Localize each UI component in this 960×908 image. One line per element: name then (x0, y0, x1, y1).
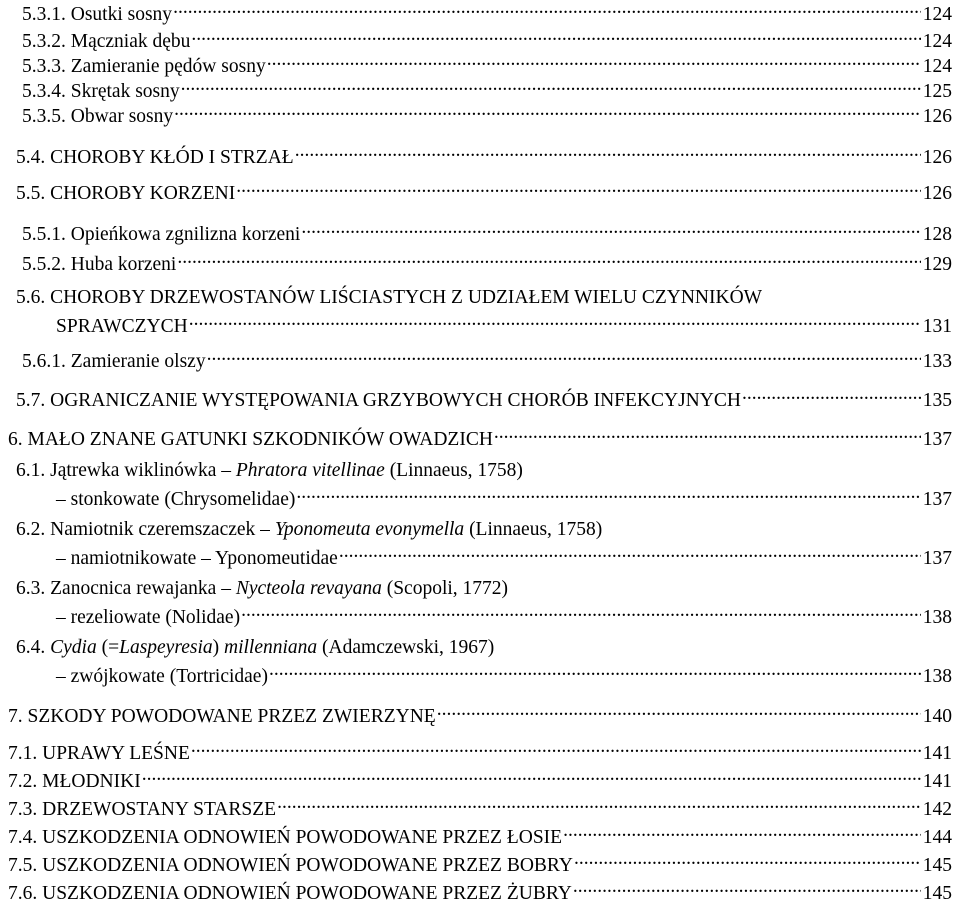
toc-entry-title: 5.4. CHOROBY KŁÓD I STRZAŁ (16, 147, 294, 168)
toc-page-number: 141 (922, 771, 952, 792)
toc-entry-title: 5.3.5. Obwar sosny (22, 106, 174, 127)
leader-dots (742, 388, 921, 406)
leader-dots (494, 427, 921, 445)
toc-entry-title: 5.5.1. Opieńkowa zgnilizna korzeni (22, 224, 301, 245)
leader-dots (437, 704, 921, 722)
toc-entry (8, 427, 952, 451)
toc-page-number: 135 (922, 390, 952, 411)
toc-entry-title-continued: – namiotnikowate – Yponomeutidae (56, 548, 338, 569)
leader-dots (277, 797, 921, 815)
toc-page-number: 124 (922, 4, 952, 25)
toc-entry (56, 605, 952, 629)
toc-page-number: 128 (922, 224, 952, 245)
toc-entry (8, 741, 952, 765)
toc-page-number: 125 (922, 81, 952, 102)
toc-entry-title: 6.4. Cydia (=Laspeyresia) millenniana (Adamczewski, 1967) (16, 637, 495, 658)
toc-entry-title: 6. MAŁO ZNANE GATUNKI SZKODNIKÓW OWADZICH (8, 429, 493, 450)
toc-entry-title: 7.1. UPRAWY LEŚNE (8, 743, 190, 764)
toc-entry (8, 881, 952, 905)
leader-dots (181, 79, 921, 97)
leader-dots (563, 825, 921, 843)
toc-page-number: 126 (922, 106, 952, 127)
toc-page-number: 137 (922, 429, 952, 450)
toc-page-number: 138 (922, 607, 952, 628)
toc-page-number: 145 (922, 855, 952, 876)
toc-entry-title: 6.3. Zanocnica rewajanka – Nycteola revayana (Scopoli, 1772) (16, 578, 509, 599)
toc-entry-title: 7.4. USZKODZENIA ODNOWIEŃ POWODOWANE PRZEZ ŁOSIE (8, 827, 563, 848)
leader-dots (174, 104, 921, 122)
toc-entry-title: 5.6. CHOROBY DRZEWOSTANÓW LIŚCIASTYCH Z UDZIAŁEM WIELU CZYNNIKÓW (16, 287, 763, 308)
toc-entry-title: 7.6. USZKODZENIA ODNOWIEŃ POWODOWANE PRZEZ ŻUBRY (8, 883, 572, 904)
toc-page-number: 141 (922, 743, 952, 764)
toc-entry-title-continued: SPRAWCZYCH (56, 316, 188, 337)
toc-entry (8, 769, 952, 793)
toc-entry-title: 5.7. OGRANICZANIE WYSTĘPOWANIA GRZYBOWYCH CHORÓB INFEKCYJNYCH (16, 390, 741, 411)
leader-dots (191, 741, 921, 759)
toc-entry (22, 252, 952, 276)
leader-dots (269, 664, 921, 682)
toc-entry-title: 5.5. CHOROBY KORZENI (16, 183, 236, 204)
toc-page-number: 142 (922, 799, 952, 820)
leader-dots (207, 349, 921, 367)
toc-entry-title: 5.3.1. Osutki sosny (22, 4, 173, 25)
leader-dots (173, 2, 921, 20)
toc-page-number: 137 (922, 489, 952, 510)
toc-entry (8, 825, 952, 849)
toc-page-number: 133 (922, 351, 952, 372)
toc-entry (16, 388, 952, 412)
toc-entry (16, 145, 952, 169)
leader-dots (267, 54, 921, 72)
toc-page-number: 140 (922, 706, 952, 727)
toc-entry-title: 5.3.3. Zamieranie pędów sosny (22, 56, 266, 77)
toc-page-number: 126 (922, 183, 952, 204)
toc-page-number: 138 (922, 666, 952, 687)
toc-page-number: 131 (922, 316, 952, 337)
toc-entry (22, 54, 952, 78)
leader-dots (573, 881, 921, 899)
toc-entry-title: 5.3.4. Skrętak sosny (22, 81, 180, 102)
leader-dots (296, 487, 920, 505)
leader-dots (177, 252, 920, 270)
toc-entry-title: 7.3. DRZEWOSTANY STARSZE (8, 799, 277, 820)
toc-entry (8, 704, 952, 728)
toc-entry-title: 5.3.2. Mączniak dębu (22, 31, 191, 52)
toc-entry (8, 797, 952, 821)
leader-dots (339, 546, 921, 564)
toc-entry-title: 7.2. MŁODNIKI (8, 771, 141, 792)
toc-entry (22, 349, 952, 373)
toc-entry (56, 314, 952, 338)
toc-entry-title-continued: – stonkowate (Chrysomelidae) (56, 489, 296, 510)
leader-dots (241, 605, 921, 623)
leader-dots (301, 222, 920, 240)
toc-entry-title-continued: – rezeliowate (Nolidae) (56, 607, 241, 628)
toc-entry-title: 5.6.1. Zamieranie olszy (22, 351, 206, 372)
toc-page-number: 145 (922, 883, 952, 904)
toc-page-number: 129 (922, 254, 952, 275)
leader-dots (142, 769, 921, 787)
toc-entry (56, 546, 952, 570)
leader-dots (574, 853, 921, 871)
toc-entry-title: 5.5.2. Huba korzeni (22, 254, 177, 275)
leader-dots (236, 181, 921, 199)
toc-entry-title-continued: – zwójkowate (Tortricidae) (56, 666, 268, 687)
toc-entry-title: 6.1. Jątrewka wiklinówka – Phratora vitellinae (Linnaeus, 1758) (16, 460, 523, 481)
leader-dots (189, 314, 921, 332)
toc-entry (16, 181, 952, 205)
toc-entry (22, 222, 952, 246)
toc-page-number: 124 (922, 56, 952, 77)
toc-page-number: 144 (922, 827, 952, 848)
toc-page-number: 124 (922, 31, 952, 52)
toc-page-number: 126 (922, 147, 952, 168)
toc-entry (8, 853, 952, 877)
toc-entry (22, 2, 952, 26)
toc-entry (56, 487, 952, 511)
toc-entry (22, 104, 952, 128)
toc-entry (56, 664, 952, 688)
toc-entry-title: 7. SZKODY POWODOWANE PRZEZ ZWIERZYNĘ (8, 706, 436, 727)
leader-dots (295, 145, 921, 163)
toc-entry (22, 79, 952, 103)
toc-entry-title: 6.2. Namiotnik czeremszaczek – Yponomeuta evonymella (Linnaeus, 1758) (16, 519, 603, 540)
toc-entry (22, 29, 952, 53)
toc-page-number: 137 (922, 548, 952, 569)
leader-dots (191, 29, 920, 47)
toc-entry-title: 7.5. USZKODZENIA ODNOWIEŃ POWODOWANE PRZEZ BOBRY (8, 855, 573, 876)
